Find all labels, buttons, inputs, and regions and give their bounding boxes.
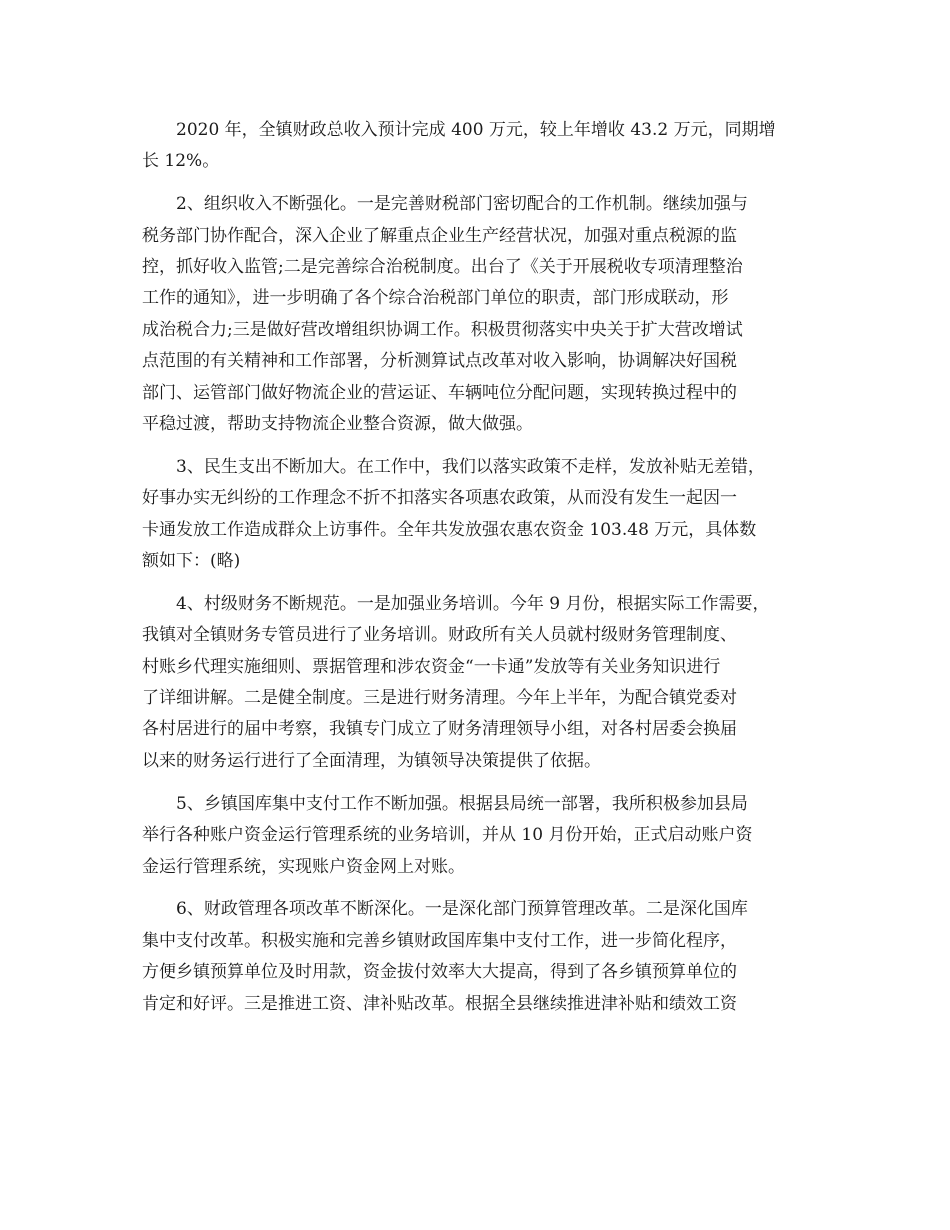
text-line: 好事办实无纠纷的工作理念不折不扣落实各项惠农政策，从而没有发生一起因一 <box>142 488 737 509</box>
text-line: 5、乡镇国库集中支付工作不断加强。根据县局统一部署，我所积极参加县局 <box>176 793 748 814</box>
text-line: 2020 年，全镇财政总收入预计完成 400 万元，较上年增收 43.2 万元，同期增 <box>176 120 776 140</box>
text-line: 各村居进行的届中考察，我镇专门成立了财务清理领导小组，对各村居委会换届 <box>142 719 737 740</box>
text-line: 卡通发放工作造成群众上访事件。全年共发放强农惠农资金 103.48 万元，具体数 <box>142 519 757 540</box>
text-line: 我镇对全镇财务专管员进行了业务培训。财政所有关人员就村级财务管理制度、 <box>142 625 737 646</box>
text-line: 工作的通知》，进一步明确了各个综合治税部门单位的职责，部门形成联动，形 <box>142 288 729 309</box>
text-line: 村账乡代理实施细则、票据管理和涉农资金“一卡通”发放等有关业务知识进行 <box>142 656 721 677</box>
text-line: 金运行管理系统，实现账户资金网上对账。 <box>142 856 465 877</box>
text-line: 了详细讲解。二是健全制度。三是进行财务清理。今年上半年，为配合镇党委对 <box>142 688 737 709</box>
paragraph-revenue-strengthening <box>142 189 807 440</box>
paragraph-village-finance <box>142 589 807 777</box>
text-line: 3、民生支出不断加大。在工作中，我们以落实政策不走样，发放补贴无差错， <box>176 456 765 477</box>
text-line: 税务部门协作配合，深入企业了解重点企业生产经营状况，加强对重点税源的监 <box>142 225 737 246</box>
text-line: 肯定和好评。三是推进工资、津补贴改革。根据全县继续推进津补贴和绩效工资 <box>142 993 737 1014</box>
text-line: 成治税合力;三是做好营改增组织协调工作。积极贯彻落实中央关于扩大营改增试 <box>142 319 743 340</box>
paragraph-revenue-summary <box>142 115 807 178</box>
text-line: 集中支付改革。积极实施和完善乡镇财政国库集中支付工作，进一步简化程序， <box>142 930 737 951</box>
paragraph-livelihood-spending <box>142 452 807 578</box>
text-line: 举行各种账户资金运行管理系统的业务培训，并从 10 月份开始，正式启动账户资 <box>142 825 753 846</box>
text-line: 以来的财务运行进行了全面清理，为镇领导决策提供了依据。 <box>142 750 601 771</box>
text-line: 额如下：(略) <box>142 551 241 572</box>
paragraph-finance-reform <box>142 894 807 1020</box>
document-body <box>142 115 807 1031</box>
text-line: 部门、运管部门做好物流企业的营运证、车辆吨位分配问题，实现转换过程中的 <box>142 382 737 403</box>
text-line: 2、组织收入不断强化。一是完善财税部门密切配合的工作机制。继续加强与 <box>176 194 748 215</box>
text-line: 长 12%。 <box>142 151 220 172</box>
paragraph-treasury-payment <box>142 789 807 883</box>
text-line: 平稳过渡，帮助支持物流企业整合资源，做大做强。 <box>142 414 533 435</box>
text-line: 4、村级财务不断规范。一是加强业务培训。今年 9 月份，根据实际工作需要， <box>176 593 770 614</box>
text-line: 点范围的有关精神和工作部署，分析测算试点改革对收入影响，协调解决好国税 <box>142 351 737 372</box>
text-line: 方便乡镇预算单位及时用款，资金拔付效率大大提高，得到了各乡镇预算单位的 <box>142 962 737 983</box>
text-line: 控，抓好收入监管;二是完善综合治税制度。出台了《关于开展税收专项清理整治 <box>142 257 743 278</box>
text-line: 6、财政管理各项改革不断深化。一是深化部门预算管理改革。二是深化国库 <box>176 899 748 920</box>
